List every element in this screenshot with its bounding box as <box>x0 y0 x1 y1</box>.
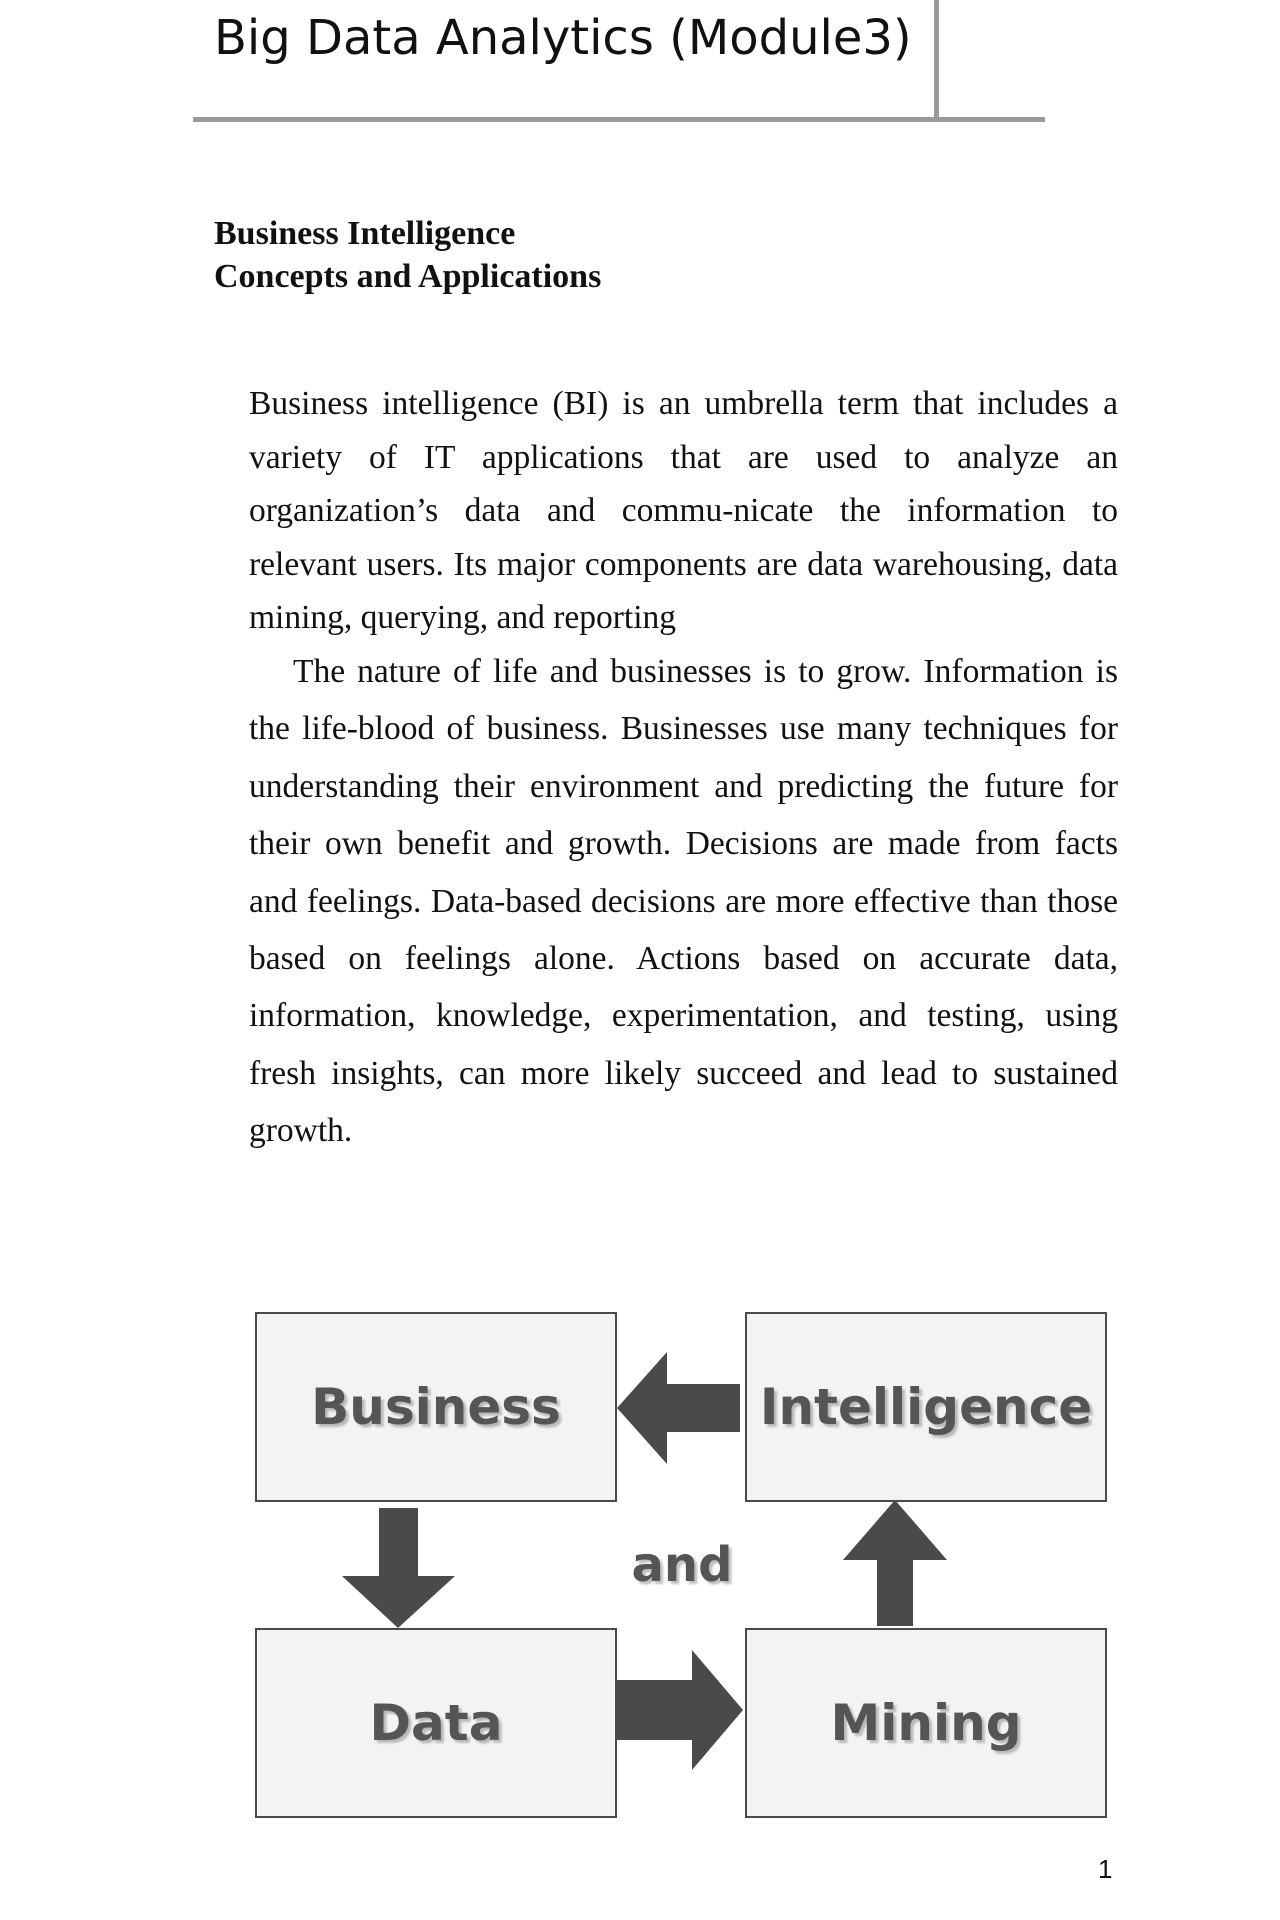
arrow-down-icon <box>342 1508 455 1628</box>
header-vertical-rule <box>934 0 939 120</box>
arrow-right-icon <box>617 1650 743 1770</box>
box-business <box>255 1312 617 1502</box>
section-heading-line-1: Business Intelligence <box>214 215 516 252</box>
page-number: 1 <box>1098 1854 1113 1884</box>
box-intelligence <box>745 1312 1107 1502</box>
arrow-left-icon <box>617 1352 740 1464</box>
section-heading-line-2: Concepts and Applications <box>214 258 602 295</box>
box-business-label: Business <box>311 1378 561 1436</box>
section-heading <box>214 212 601 298</box>
bi-cycle-diagram <box>255 1312 1109 1818</box>
paragraph-nature-of-business: The nature of life and businesses is to grow. Information is the life-blood of business. Businesses use many techniques for understanding their environment and predicting the future for their own benefit and growth. Decisions are made from facts and feelings. Data-based decisions are more effective than those based on feelings alone. Actions based on accurate data, information, knowledge, experimentation, and testing, using fresh insights, can more likely succeed and lead to sustained growth. <box>249 653 1118 1150</box>
box-mining <box>745 1628 1107 1818</box>
document-header-title: Big Data Analytics (Module3) <box>214 10 912 66</box>
arrow-up-icon <box>843 1500 947 1626</box>
diagram-center-label: and <box>631 1537 733 1593</box>
paragraph-bi-definition: Business intelligence (BI) is an umbrella term that includes a variety of IT applications that are used to analyze an organization’s data and commu-nicate the information to relevant users. Its major components are data warehousing, data mining, querying, and reporting <box>249 385 1118 636</box>
box-data <box>255 1628 617 1818</box>
box-data-label: Data <box>369 1694 503 1752</box>
box-intelligence-label: Intelligence <box>759 1378 1093 1436</box>
header-horizontal-rule <box>193 117 1045 122</box>
box-mining-label: Mining <box>830 1694 1022 1752</box>
